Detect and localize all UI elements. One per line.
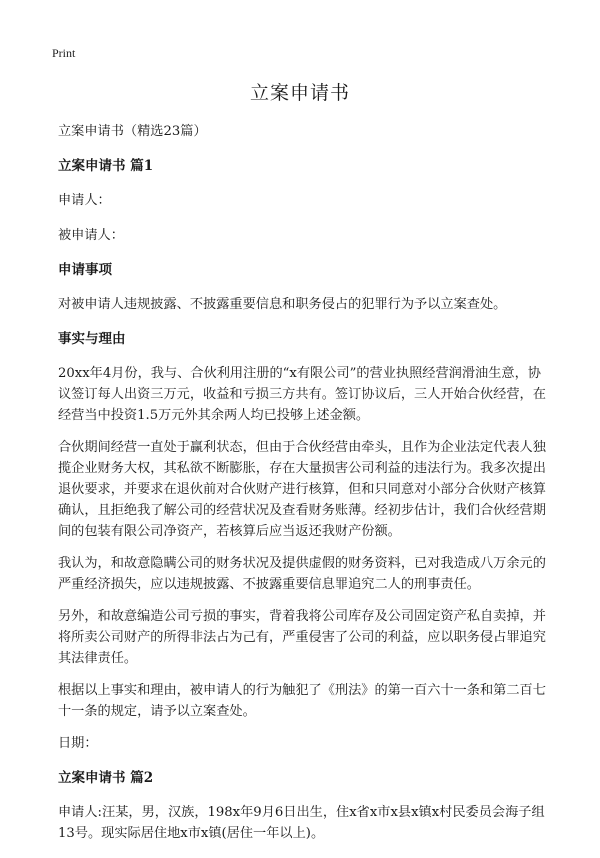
- facts-paragraph: 另外，和故意编造公司亏损的事实，背着我将公司库存及公司固定资产私自卖掉，并将所卖公司财产的所得非法占为己有，严重侵害了公司的利益，应以职务侵占罪追究其法律责任。: [58, 609, 546, 666]
- facts-paragraph: 20xx年4月份，我与、合伙利用注册的“x有限公司”的营业执照经营润滑油生意，协议签订每人出资三万元，收益和亏损三方共有。签订协议后，三人开始合伙经营，在经营当中投资1.5万元外其余两人均已投够上述金额。: [58, 366, 546, 423]
- respondent-line: 被申请人：: [58, 228, 124, 243]
- applicant-info: 申请人:汪某，男，汉族，198x年9月6日出生，住x省x市x县x镇x村民委员会海子组13号。现实际居住地x市x镇(居住一年以上)。: [58, 805, 545, 841]
- matters-text: 对被申请人违规披露、不披露重要信息和职务侵占的犯罪行为予以立案查处。: [58, 297, 507, 312]
- date-line: 日期：: [58, 736, 98, 751]
- page-title: 立案申请书: [249, 82, 350, 104]
- applicant-line: 申请人：: [58, 193, 111, 208]
- document-subtitle: 立案申请书（精选23篇）: [58, 124, 207, 139]
- matters-heading: 申请事项: [58, 262, 112, 278]
- facts-paragraph: 我认为，和故意隐瞒公司的财务状况及提供虚假的财务资料，已对我造成八万余元的严重经济损失，应以违规披露、不披露重要信息罪追究二人的刑事责任。: [58, 556, 546, 592]
- facts-heading: 事实与理由: [58, 331, 126, 347]
- section1-heading: 立案申请书 篇1: [58, 158, 154, 174]
- facts-paragraph: 根据以上事实和理由，被申请人的行为触犯了《刑法》的第一百六十一条和第二百七十一条的规定，请予以立案查处。: [58, 683, 546, 719]
- facts-paragraph: 合伙期间经营一直处于赢利状态，但由于合伙经营由牵头，且作为企业法定代表人独揽企业财务大权，其私欲不断膨胀，存在大量损害公司利益的违法行为。我多次提出退伙要求，并要求在退伙前对合伙财产进行核算，但和只同意对小部分合伙财产核算确认，且拒绝我了解公司的经营状况及查看财务账薄。经初步估计，我们合伙经营期间的包装有限公司净资产，若核算后应当返还我财产份额。: [58, 440, 546, 539]
- document-body: [58, 121, 552, 858]
- section2-heading: 立案申请书 篇2: [58, 770, 154, 786]
- print-link[interactable]: Print: [52, 46, 76, 60]
